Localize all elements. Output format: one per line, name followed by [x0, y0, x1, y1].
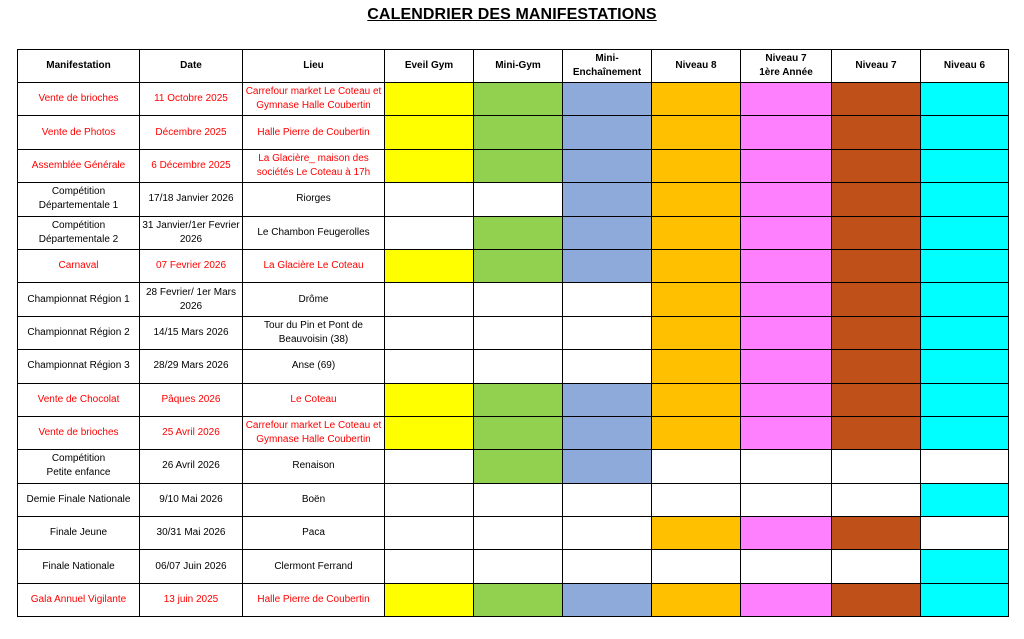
eveil-gym-cell: [385, 116, 474, 149]
niveau-8-cell: [652, 583, 741, 616]
table-row: [18, 383, 1009, 416]
date-cell: Décembre 2025: [140, 116, 243, 149]
mini-enchainement-cell: [563, 249, 652, 282]
eveil-gym-cell: [385, 517, 474, 550]
col-header-mini-enchainement: Mini- Enchaînement: [563, 50, 652, 83]
col-header-date: Date: [140, 50, 243, 83]
date-cell: 17/18 Janvier 2026: [140, 183, 243, 216]
eveil-gym-cell: [385, 583, 474, 616]
niveau-8-cell: [652, 316, 741, 349]
niveau-7-1ere-cell: [741, 283, 832, 316]
niveau-7-cell: [832, 83, 921, 116]
eveil-gym-cell: [385, 450, 474, 483]
lieu-cell: Paca: [243, 517, 385, 550]
table-row: [18, 416, 1009, 449]
lieu-cell: Tour du Pin et Pont de Beauvoisin (38): [243, 316, 385, 349]
date-cell: 28 Fevrier/ 1er Mars 2026: [140, 283, 243, 316]
mini-enchainement-cell: [563, 416, 652, 449]
col-header-mini-gym: Mini-Gym: [474, 50, 563, 83]
page-title: CALENDRIER DES MANIFESTATIONS: [367, 6, 657, 23]
niveau-6-cell: [921, 116, 1009, 149]
date-cell: 25 Avril 2026: [140, 416, 243, 449]
mini-gym-cell: [474, 583, 563, 616]
mini-enchainement-cell: [563, 216, 652, 249]
mini-gym-cell: [474, 116, 563, 149]
lieu-cell: Riorges: [243, 183, 385, 216]
manifestation-cell: Vente de brioches: [18, 83, 140, 116]
lieu-cell: Halle Pierre de Coubertin: [243, 583, 385, 616]
table-row: [18, 216, 1009, 249]
niveau-7-cell: [832, 183, 921, 216]
table-row: [18, 249, 1009, 282]
eveil-gym-cell: [385, 183, 474, 216]
col-header-eveil-gym: Eveil Gym: [385, 50, 474, 83]
manifestation-cell: Compétition Petite enfance: [18, 450, 140, 483]
lieu-cell: Le Chambon Feugerolles: [243, 216, 385, 249]
table-row: [18, 283, 1009, 316]
niveau-6-cell: [921, 416, 1009, 449]
lieu-cell: Carrefour market Le Coteau et Gymnase Halle Coubertin: [243, 83, 385, 116]
niveau-8-cell: [652, 416, 741, 449]
manifestation-cell: Vente de Chocolat: [18, 383, 140, 416]
manifestation-cell: Vente de brioches: [18, 416, 140, 449]
calendar-table: [17, 49, 1009, 617]
mini-gym-cell: [474, 183, 563, 216]
niveau-7-cell: [832, 517, 921, 550]
date-cell: 06/07 Juin 2026: [140, 550, 243, 583]
niveau-8-cell: [652, 283, 741, 316]
lieu-cell: Anse (69): [243, 350, 385, 383]
niveau-8-cell: [652, 383, 741, 416]
niveau-7-1ere-cell: [741, 550, 832, 583]
table-row: [18, 116, 1009, 149]
manifestation-cell: Compétition Départementale 1: [18, 183, 140, 216]
niveau-7-1ere-cell: [741, 483, 832, 516]
niveau-8-cell: [652, 517, 741, 550]
lieu-cell: Boën: [243, 483, 385, 516]
eveil-gym-cell: [385, 249, 474, 282]
niveau-7-cell: [832, 450, 921, 483]
manifestation-cell: Championnat Région 3: [18, 350, 140, 383]
niveau-6-cell: [921, 183, 1009, 216]
lieu-cell: Drôme: [243, 283, 385, 316]
niveau-6-cell: [921, 450, 1009, 483]
eveil-gym-cell: [385, 216, 474, 249]
niveau-8-cell: [652, 149, 741, 182]
eveil-gym-cell: [385, 383, 474, 416]
niveau-8-cell: [652, 216, 741, 249]
niveau-6-cell: [921, 316, 1009, 349]
mini-enchainement-cell: [563, 583, 652, 616]
col-header-lieu: Lieu: [243, 50, 385, 83]
manifestation-cell: Finale Jeune: [18, 517, 140, 550]
date-cell: 13 juin 2025: [140, 583, 243, 616]
mini-enchainement-cell: [563, 483, 652, 516]
date-cell: 07 Fevrier 2026: [140, 249, 243, 282]
manifestation-cell: Finale Nationale: [18, 550, 140, 583]
niveau-7-1ere-cell: [741, 450, 832, 483]
niveau-6-cell: [921, 149, 1009, 182]
manifestation-cell: Championnat Région 2: [18, 316, 140, 349]
manifestation-cell: Championnat Région 1: [18, 283, 140, 316]
col-header-niveau-7: Niveau 7: [832, 50, 921, 83]
mini-gym-cell: [474, 483, 563, 516]
niveau-7-1ere-cell: [741, 216, 832, 249]
niveau-7-cell: [832, 116, 921, 149]
mini-enchainement-cell: [563, 116, 652, 149]
date-cell: 6 Décembre 2025: [140, 149, 243, 182]
eveil-gym-cell: [385, 416, 474, 449]
col-header-niveau-7-1ere: Niveau 7 1ère Année: [741, 50, 832, 83]
mini-gym-cell: [474, 316, 563, 349]
niveau-7-cell: [832, 583, 921, 616]
niveau-7-1ere-cell: [741, 183, 832, 216]
table-row: [18, 183, 1009, 216]
mini-gym-cell: [474, 83, 563, 116]
niveau-6-cell: [921, 583, 1009, 616]
niveau-6-cell: [921, 550, 1009, 583]
mini-gym-cell: [474, 517, 563, 550]
niveau-6-cell: [921, 383, 1009, 416]
manifestation-cell: Gala Annuel Vigilante: [18, 583, 140, 616]
niveau-8-cell: [652, 83, 741, 116]
niveau-7-1ere-cell: [741, 583, 832, 616]
table-row: [18, 550, 1009, 583]
niveau-8-cell: [652, 249, 741, 282]
niveau-6-cell: [921, 350, 1009, 383]
niveau-6-cell: [921, 83, 1009, 116]
manifestation-cell: Assemblée Générale: [18, 149, 140, 182]
mini-enchainement-cell: [563, 383, 652, 416]
niveau-8-cell: [652, 550, 741, 583]
niveau-6-cell: [921, 483, 1009, 516]
eveil-gym-cell: [385, 283, 474, 316]
table-row: [18, 83, 1009, 116]
niveau-6-cell: [921, 517, 1009, 550]
eveil-gym-cell: [385, 83, 474, 116]
table-row: [18, 483, 1009, 516]
manifestation-cell: Demie Finale Nationale: [18, 483, 140, 516]
mini-enchainement-cell: [563, 350, 652, 383]
table-row: [18, 583, 1009, 616]
col-header-niveau-8: Niveau 8: [652, 50, 741, 83]
niveau-7-1ere-cell: [741, 83, 832, 116]
mini-enchainement-cell: [563, 283, 652, 316]
eveil-gym-cell: [385, 483, 474, 516]
table-row: [18, 350, 1009, 383]
table-row: [18, 316, 1009, 349]
manifestation-cell: Carnaval: [18, 249, 140, 282]
lieu-cell: Le Coteau: [243, 383, 385, 416]
date-cell: 28/29 Mars 2026: [140, 350, 243, 383]
lieu-cell: Clermont Ferrand: [243, 550, 385, 583]
niveau-8-cell: [652, 116, 741, 149]
eveil-gym-cell: [385, 316, 474, 349]
niveau-7-cell: [832, 483, 921, 516]
mini-enchainement-cell: [563, 550, 652, 583]
niveau-7-cell: [832, 416, 921, 449]
mini-enchainement-cell: [563, 517, 652, 550]
niveau-8-cell: [652, 450, 741, 483]
lieu-cell: Renaison: [243, 450, 385, 483]
mini-gym-cell: [474, 550, 563, 583]
date-cell: 30/31 Mai 2026: [140, 517, 243, 550]
mini-gym-cell: [474, 149, 563, 182]
mini-gym-cell: [474, 383, 563, 416]
niveau-8-cell: [652, 483, 741, 516]
mini-enchainement-cell: [563, 149, 652, 182]
eveil-gym-cell: [385, 149, 474, 182]
niveau-6-cell: [921, 283, 1009, 316]
manifestation-cell: Vente de Photos: [18, 116, 140, 149]
mini-enchainement-cell: [563, 450, 652, 483]
niveau-7-1ere-cell: [741, 249, 832, 282]
table-row: [18, 149, 1009, 182]
date-cell: Pâques 2026: [140, 383, 243, 416]
niveau-7-cell: [832, 550, 921, 583]
niveau-7-1ere-cell: [741, 149, 832, 182]
lieu-cell: La Glacière Le Coteau: [243, 249, 385, 282]
niveau-7-1ere-cell: [741, 350, 832, 383]
lieu-cell: Carrefour market Le Coteau et Gymnase Halle Coubertin: [243, 416, 385, 449]
header-row: [18, 50, 1009, 83]
mini-gym-cell: [474, 283, 563, 316]
manifestation-cell: Compétition Départementale 2: [18, 216, 140, 249]
col-header-manifestation: Manifestation: [18, 50, 140, 83]
niveau-7-cell: [832, 283, 921, 316]
niveau-7-1ere-cell: [741, 316, 832, 349]
mini-gym-cell: [474, 216, 563, 249]
niveau-6-cell: [921, 249, 1009, 282]
eveil-gym-cell: [385, 350, 474, 383]
date-cell: 9/10 Mai 2026: [140, 483, 243, 516]
niveau-7-cell: [832, 350, 921, 383]
col-header-niveau-6: Niveau 6: [921, 50, 1009, 83]
table-body: [18, 83, 1009, 617]
niveau-7-cell: [832, 149, 921, 182]
mini-gym-cell: [474, 450, 563, 483]
niveau-7-1ere-cell: [741, 383, 832, 416]
niveau-6-cell: [921, 216, 1009, 249]
mini-gym-cell: [474, 249, 563, 282]
niveau-8-cell: [652, 183, 741, 216]
date-cell: 14/15 Mars 2026: [140, 316, 243, 349]
date-cell: 11 Octobre 2025: [140, 83, 243, 116]
mini-enchainement-cell: [563, 316, 652, 349]
mini-enchainement-cell: [563, 183, 652, 216]
niveau-7-1ere-cell: [741, 416, 832, 449]
niveau-7-cell: [832, 216, 921, 249]
table-row: [18, 517, 1009, 550]
niveau-7-cell: [832, 249, 921, 282]
date-cell: 31 Janvier/1er Fevrier 2026: [140, 216, 243, 249]
mini-gym-cell: [474, 416, 563, 449]
niveau-7-1ere-cell: [741, 517, 832, 550]
mini-enchainement-cell: [563, 83, 652, 116]
table-row: [18, 450, 1009, 483]
eveil-gym-cell: [385, 550, 474, 583]
niveau-7-1ere-cell: [741, 116, 832, 149]
niveau-8-cell: [652, 350, 741, 383]
date-cell: 26 Avril 2026: [140, 450, 243, 483]
lieu-cell: Halle Pierre de Coubertin: [243, 116, 385, 149]
lieu-cell: La Glacière_ maison des sociétés Le Coteau à 17h: [243, 149, 385, 182]
niveau-7-cell: [832, 316, 921, 349]
niveau-7-cell: [832, 383, 921, 416]
mini-gym-cell: [474, 350, 563, 383]
